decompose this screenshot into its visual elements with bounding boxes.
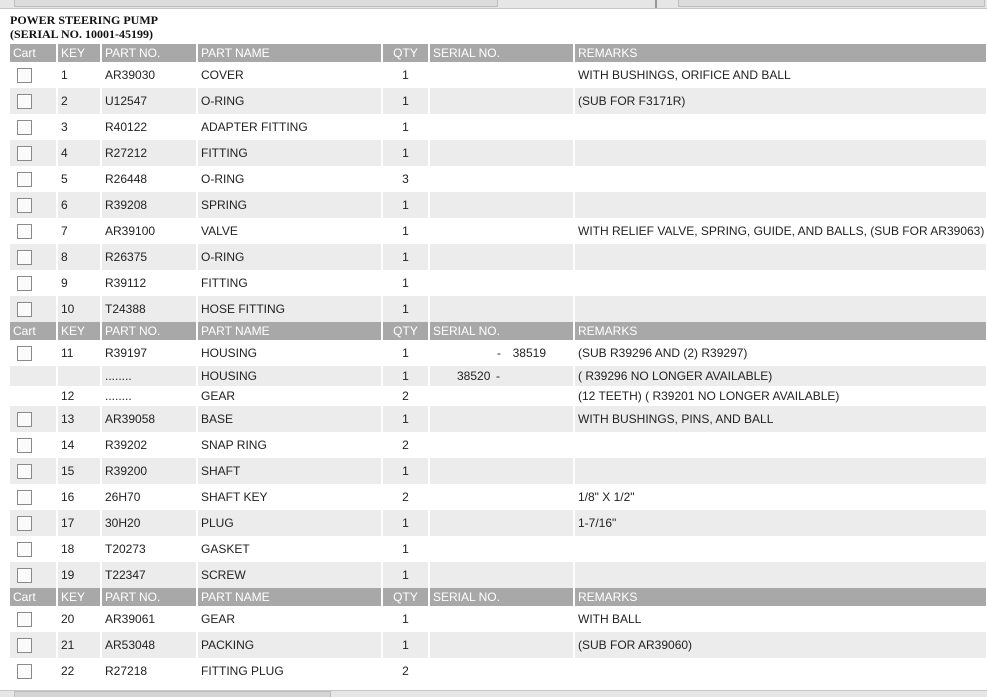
add-to-cart-checkbox[interactable] xyxy=(17,146,32,161)
remarks-cell: WITH BALL xyxy=(574,606,987,632)
part-name-cell: FITTING xyxy=(197,270,382,296)
serial-number-cell xyxy=(429,218,574,244)
key-cell: 20 xyxy=(57,606,101,632)
table-row xyxy=(10,270,987,296)
serial-number-cell xyxy=(429,88,574,114)
serial-number-cell xyxy=(429,510,574,536)
serial-number-cell xyxy=(429,166,574,192)
remarks-cell xyxy=(574,296,987,322)
part-name-cell: O-RING xyxy=(197,244,382,270)
part-name-cell: HOUSING xyxy=(197,340,382,366)
add-to-cart-checkbox[interactable] xyxy=(17,516,32,531)
cart-cell xyxy=(10,296,57,322)
part-name-cell: HOSE FITTING xyxy=(197,296,382,322)
table-row xyxy=(10,244,987,270)
cart-cell xyxy=(10,88,57,114)
part-number-cell: R39197 xyxy=(101,340,197,366)
key-cell: 4 xyxy=(57,140,101,166)
table-row xyxy=(10,62,987,88)
column-header-part-name: PART NAME xyxy=(197,588,382,606)
part-name-cell: FITTING PLUG xyxy=(197,658,382,684)
key-cell xyxy=(57,366,101,386)
part-name-cell: SNAP RING xyxy=(197,432,382,458)
remarks-cell xyxy=(574,192,987,218)
quantity-cell: 1 xyxy=(382,244,429,270)
cart-cell xyxy=(10,166,57,192)
column-header-cart: Cart xyxy=(10,322,57,340)
part-number-cell: 26H70 xyxy=(101,484,197,510)
add-to-cart-checkbox[interactable] xyxy=(17,250,32,265)
column-header-key: KEY xyxy=(57,44,101,62)
serial-from: - xyxy=(497,346,501,360)
part-number-cell: T20273 xyxy=(101,536,197,562)
column-header-serial-no: SERIAL NO. xyxy=(429,44,574,62)
key-cell: 1 xyxy=(57,62,101,88)
quantity-cell: 3 xyxy=(382,166,429,192)
key-cell: 19 xyxy=(57,562,101,588)
quantity-cell: 2 xyxy=(382,386,429,406)
column-header-key: KEY xyxy=(57,322,101,340)
remarks-cell: WITH RELIEF VALVE, SPRING, GUIDE, AND BALLS, (SUB FOR AR39063) xyxy=(574,218,987,244)
remarks-cell: WITH BUSHINGS, ORIFICE AND BALL xyxy=(574,62,987,88)
part-name-cell: SHAFT KEY xyxy=(197,484,382,510)
serial-number-cell xyxy=(429,658,574,684)
add-to-cart-checkbox[interactable] xyxy=(17,94,32,109)
serial-number-cell xyxy=(429,140,574,166)
cart-cell xyxy=(10,340,57,366)
serial-number-cell xyxy=(429,562,574,588)
part-number-cell: T24388 xyxy=(101,296,197,322)
remarks-cell xyxy=(574,432,987,458)
cart-cell xyxy=(10,562,57,588)
quantity-cell: 2 xyxy=(382,658,429,684)
key-cell: 9 xyxy=(57,270,101,296)
column-header-key: KEY xyxy=(57,588,101,606)
key-cell: 18 xyxy=(57,536,101,562)
serial-number-cell xyxy=(429,606,574,632)
column-header-cart: Cart xyxy=(10,44,57,62)
add-to-cart-checkbox[interactable] xyxy=(17,664,32,679)
quantity-cell: 1 xyxy=(382,114,429,140)
serial-number-cell xyxy=(429,244,574,270)
serial-number-cell xyxy=(429,296,574,322)
cart-cell xyxy=(10,458,57,484)
remarks-cell: (SUB FOR AR39060) xyxy=(574,632,987,658)
remarks-cell: WITH BUSHINGS, PINS, AND BALL xyxy=(574,406,987,432)
part-number-cell: ........ xyxy=(101,386,197,406)
quantity-cell: 2 xyxy=(382,484,429,510)
column-header-serial-no: SERIAL NO. xyxy=(429,588,574,606)
remarks-cell xyxy=(574,244,987,270)
remarks-cell: ( R39296 NO LONGER AVAILABLE) xyxy=(574,366,987,386)
serial-number-cell xyxy=(429,114,574,140)
key-cell: 17 xyxy=(57,510,101,536)
quantity-cell: 1 xyxy=(382,192,429,218)
part-number-cell: T22347 xyxy=(101,562,197,588)
cart-cell xyxy=(10,218,57,244)
column-header-remarks: REMARKS xyxy=(574,322,987,340)
column-header-qty: QTY xyxy=(382,44,429,62)
table-row xyxy=(10,632,987,658)
column-header-qty: QTY xyxy=(382,588,429,606)
part-number-cell: R27212 xyxy=(101,140,197,166)
key-cell: 22 xyxy=(57,658,101,684)
table-row xyxy=(10,114,987,140)
part-number-cell: R27218 xyxy=(101,658,197,684)
cart-cell xyxy=(10,140,57,166)
remarks-cell xyxy=(574,270,987,296)
part-number-cell: 30H20 xyxy=(101,510,197,536)
table-row xyxy=(10,406,987,432)
column-header-remarks: REMARKS xyxy=(574,588,987,606)
table-row xyxy=(10,658,987,684)
cart-cell xyxy=(10,114,57,140)
cart-cell xyxy=(10,386,57,406)
key-cell: 8 xyxy=(57,244,101,270)
key-cell: 2 xyxy=(57,88,101,114)
table-row xyxy=(10,432,987,458)
add-to-cart-checkbox[interactable] xyxy=(17,638,32,653)
column-header-part-no: PART NO. xyxy=(101,322,197,340)
table-row xyxy=(10,340,987,366)
part-name-cell: VALVE xyxy=(197,218,382,244)
cart-cell xyxy=(10,484,57,510)
key-cell: 12 xyxy=(57,386,101,406)
quantity-cell: 1 xyxy=(382,406,429,432)
part-name-cell: SCREW xyxy=(197,562,382,588)
table-header-row xyxy=(10,322,987,340)
serial-number-cell xyxy=(429,432,574,458)
bottom-frame-tab[interactable] xyxy=(14,691,331,697)
column-header-serial-no: SERIAL NO. xyxy=(429,322,574,340)
cart-cell xyxy=(10,270,57,296)
part-number-cell: R39200 xyxy=(101,458,197,484)
serial-number-cell xyxy=(429,484,574,510)
cart-cell xyxy=(10,606,57,632)
top-scroll-area xyxy=(0,0,987,9)
part-number-cell: AR39030 xyxy=(101,62,197,88)
part-name-cell: SHAFT xyxy=(197,458,382,484)
remarks-cell: (SUB FOR F3171R) xyxy=(574,88,987,114)
key-cell: 3 xyxy=(57,114,101,140)
remarks-cell xyxy=(574,140,987,166)
remarks-cell xyxy=(574,114,987,140)
quantity-cell: 1 xyxy=(382,510,429,536)
part-number-cell: AR39058 xyxy=(101,406,197,432)
part-number-cell: R39112 xyxy=(101,270,197,296)
cart-cell xyxy=(10,658,57,684)
top-frame-tab-right[interactable] xyxy=(678,0,985,7)
part-number-cell: R26375 xyxy=(101,244,197,270)
quantity-cell: 1 xyxy=(382,140,429,166)
part-name-cell: ADAPTER FITTING xyxy=(197,114,382,140)
table-row xyxy=(10,192,987,218)
table-row xyxy=(10,458,987,484)
key-cell: 14 xyxy=(57,432,101,458)
serial-to: - xyxy=(496,369,500,383)
table-row xyxy=(10,218,987,244)
key-cell: 21 xyxy=(57,632,101,658)
serial-to: 38519 xyxy=(512,346,546,360)
cart-cell xyxy=(10,510,57,536)
table-row xyxy=(10,562,987,588)
table-row xyxy=(10,166,987,192)
part-name-cell: FITTING xyxy=(197,140,382,166)
serial-number-cell xyxy=(429,366,574,386)
table-row xyxy=(10,484,987,510)
remarks-cell: (SUB R39296 AND (2) R39297) xyxy=(574,340,987,366)
quantity-cell: 1 xyxy=(382,218,429,244)
key-cell: 11 xyxy=(57,340,101,366)
column-header-part-no: PART NO. xyxy=(101,44,197,62)
serial-number-cell xyxy=(429,632,574,658)
part-number-cell: AR53048 xyxy=(101,632,197,658)
quantity-cell: 1 xyxy=(382,458,429,484)
key-cell: 6 xyxy=(57,192,101,218)
parts-table xyxy=(10,44,987,684)
part-name-cell: HOUSING xyxy=(197,366,382,386)
column-header-cart: Cart xyxy=(10,588,57,606)
quantity-cell: 1 xyxy=(382,62,429,88)
quantity-cell: 1 xyxy=(382,632,429,658)
quantity-cell: 1 xyxy=(382,296,429,322)
part-name-cell: BASE xyxy=(197,406,382,432)
title-line-1: POWER STEERING PUMP xyxy=(10,13,159,27)
top-frame-tab-left[interactable] xyxy=(14,0,498,7)
key-cell: 10 xyxy=(57,296,101,322)
quantity-cell: 1 xyxy=(382,562,429,588)
quantity-cell: 1 xyxy=(382,270,429,296)
remarks-cell: 1/8" X 1/2" xyxy=(574,484,987,510)
serial-number-cell xyxy=(429,406,574,432)
serial-number-cell xyxy=(429,62,574,88)
table-row xyxy=(10,536,987,562)
part-name-cell: COVER xyxy=(197,62,382,88)
key-cell: 5 xyxy=(57,166,101,192)
table-row xyxy=(10,140,987,166)
column-header-part-no: PART NO. xyxy=(101,588,197,606)
add-to-cart-checkbox[interactable] xyxy=(17,438,32,453)
cart-cell xyxy=(10,406,57,432)
page-title xyxy=(10,13,158,41)
serial-number-cell xyxy=(429,458,574,484)
add-to-cart-checkbox[interactable] xyxy=(17,490,32,505)
remarks-cell xyxy=(574,562,987,588)
quantity-cell: 1 xyxy=(382,606,429,632)
table-row xyxy=(10,510,987,536)
part-number-cell: R39202 xyxy=(101,432,197,458)
quantity-cell: 1 xyxy=(382,536,429,562)
part-number-cell: R26448 xyxy=(101,166,197,192)
part-name-cell: O-RING xyxy=(197,88,382,114)
serial-number-cell xyxy=(429,386,574,406)
part-number-cell: U12547 xyxy=(101,88,197,114)
add-to-cart-checkbox[interactable] xyxy=(17,198,32,213)
remarks-cell: 1-7/16" xyxy=(574,510,987,536)
part-number-cell: AR39100 xyxy=(101,218,197,244)
key-cell: 7 xyxy=(57,218,101,244)
column-header-part-name: PART NAME xyxy=(197,322,382,340)
table-row xyxy=(10,606,987,632)
table-row xyxy=(10,296,987,322)
remarks-cell: (12 TEETH) ( R39201 NO LONGER AVAILABLE) xyxy=(574,386,987,406)
serial-number-cell xyxy=(429,192,574,218)
part-name-cell: GEAR xyxy=(197,386,382,406)
add-to-cart-checkbox[interactable] xyxy=(17,68,32,83)
cart-cell xyxy=(10,244,57,270)
add-to-cart-checkbox[interactable] xyxy=(17,224,32,239)
add-to-cart-checkbox[interactable] xyxy=(17,464,32,479)
part-name-cell: GASKET xyxy=(197,536,382,562)
add-to-cart-checkbox[interactable] xyxy=(17,542,32,557)
quantity-cell: 1 xyxy=(382,88,429,114)
remarks-cell xyxy=(574,166,987,192)
column-header-qty: QTY xyxy=(382,322,429,340)
add-to-cart-checkbox[interactable] xyxy=(17,346,32,361)
part-number-cell: ........ xyxy=(101,366,197,386)
quantity-cell: 1 xyxy=(382,366,429,386)
add-to-cart-checkbox[interactable] xyxy=(17,172,32,187)
cart-cell xyxy=(10,366,57,386)
part-name-cell: PACKING xyxy=(197,632,382,658)
serial-from: 38520 xyxy=(457,369,491,383)
remarks-cell xyxy=(574,536,987,562)
table-header-row xyxy=(10,44,987,62)
cart-cell xyxy=(10,62,57,88)
serial-number-cell xyxy=(429,270,574,296)
part-name-cell: GEAR xyxy=(197,606,382,632)
table-row xyxy=(10,386,987,406)
add-to-cart-checkbox[interactable] xyxy=(17,568,32,583)
part-number-cell: AR39061 xyxy=(101,606,197,632)
add-to-cart-checkbox[interactable] xyxy=(17,302,32,317)
part-name-cell: PLUG xyxy=(197,510,382,536)
key-cell: 16 xyxy=(57,484,101,510)
title-line-2: (SERIAL NO. 10001-45199) xyxy=(10,27,154,41)
serial-number-cell xyxy=(429,536,574,562)
cart-cell xyxy=(10,632,57,658)
part-number-cell: R40122 xyxy=(101,114,197,140)
part-name-cell: SPRING xyxy=(197,192,382,218)
remarks-cell xyxy=(574,458,987,484)
quantity-cell: 1 xyxy=(382,340,429,366)
column-header-part-name: PART NAME xyxy=(197,44,382,62)
add-to-cart-checkbox[interactable] xyxy=(17,412,32,427)
frame-splitter[interactable] xyxy=(655,0,657,8)
part-number-cell: R39208 xyxy=(101,192,197,218)
table-header-row xyxy=(10,588,987,606)
key-cell: 13 xyxy=(57,406,101,432)
cart-cell xyxy=(10,536,57,562)
serial-number-cell xyxy=(429,340,574,366)
quantity-cell: 2 xyxy=(382,432,429,458)
column-header-remarks: REMARKS xyxy=(574,44,987,62)
table-row xyxy=(10,366,987,386)
part-name-cell: O-RING xyxy=(197,166,382,192)
cart-cell xyxy=(10,432,57,458)
remarks-cell xyxy=(574,658,987,684)
key-cell: 15 xyxy=(57,458,101,484)
add-to-cart-checkbox[interactable] xyxy=(17,120,32,135)
add-to-cart-checkbox[interactable] xyxy=(17,276,32,291)
table-row xyxy=(10,88,987,114)
add-to-cart-checkbox[interactable] xyxy=(17,612,32,627)
cart-cell xyxy=(10,192,57,218)
